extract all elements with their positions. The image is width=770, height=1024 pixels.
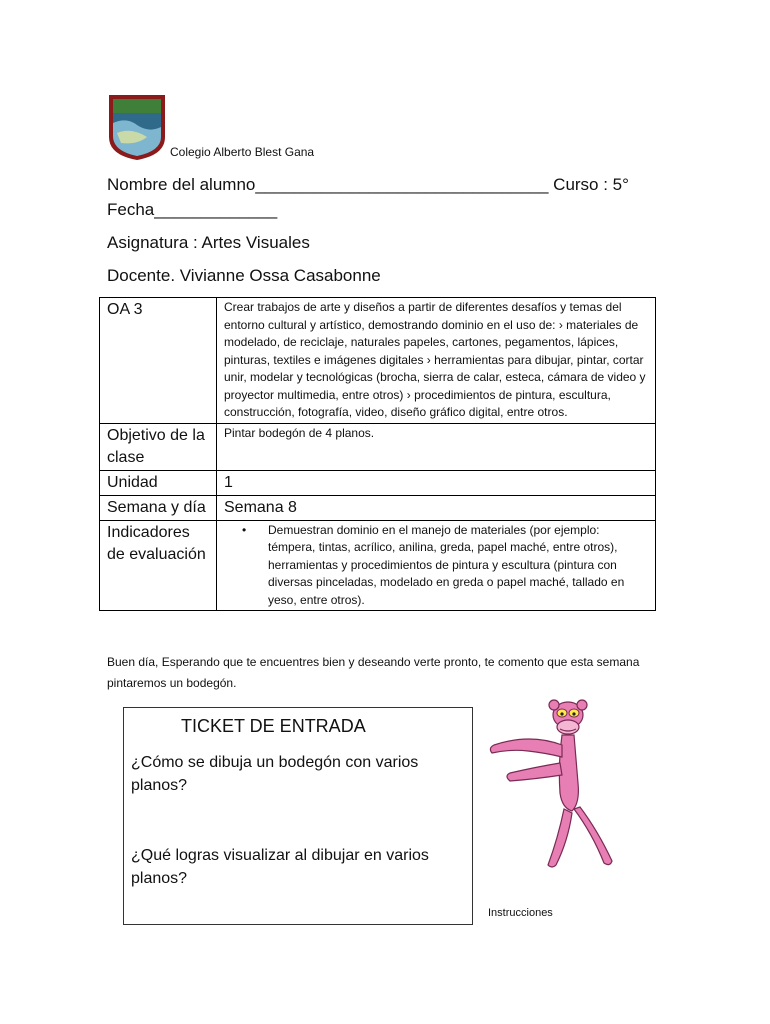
table-row bbox=[100, 298, 656, 424]
row-value: 1 bbox=[217, 470, 656, 495]
row-value: Semana 8 bbox=[217, 495, 656, 520]
row-label: Unidad bbox=[100, 470, 217, 495]
school-logo bbox=[107, 93, 167, 161]
row-value-cell bbox=[217, 520, 656, 611]
student-name-line: Nombre del alumno_______________________________ Curso : 5° bbox=[107, 175, 629, 194]
intro-paragraph: Buen día, Esperando que te encuentres bien y deseando verte pronto, te comento que esta semana pintaremos un bodegón. bbox=[107, 655, 640, 690]
table-row bbox=[100, 495, 656, 520]
subject-line: Asignatura : Artes Visuales bbox=[107, 233, 310, 252]
teacher-line: Docente. Vivianne Ossa Casabonne bbox=[107, 266, 381, 285]
objectives-table bbox=[99, 297, 656, 611]
row-value: Crear trabajos de arte y diseños a partir de diferentes desafíos y temas del entorno cultural y artístico, demostrando dominio en el uso de: › materiales de modelado, de reciclaje, naturales papeles, cartones, pegamentos, lápices, pinturas, textiles e imágenes digitales › herramientas para dibujar, pintar, cortar unir, modelar y tecnológicas (brocha, sierra de calar, esteca, cámara de video y proyector multimedia, entre otros) › procedimientos de pintura, escultura, construcción, fotografía, video, diseño gráfico digital, entre otros. bbox=[217, 298, 656, 424]
row-label: OA 3 bbox=[100, 298, 217, 424]
row-label: Objetivo de la clase bbox=[100, 423, 217, 470]
table-row bbox=[100, 470, 656, 495]
row-label: Indicadores de evaluación bbox=[100, 520, 217, 611]
ticket-question-1: ¿Cómo se dibuja un bodegón con varios planos? bbox=[131, 754, 419, 794]
ticket-title: TICKET DE ENTRADA bbox=[181, 716, 366, 736]
row-label: Semana y día bbox=[100, 495, 217, 520]
bullet-text: Demuestran dominio en el manejo de materiales (por ejemplo: témpera, tintas, acrílico, anilina, greda, papel maché, entre otros), herramientas y procedimientos de pintura y escultura (pintura con diversas pinceladas, modelado en greda o papel maché, tallado en yeso, entre otros). bbox=[268, 522, 625, 607]
table-row bbox=[100, 520, 656, 611]
ticket-question-2: ¿Qué logras visualizar al dibujar en varios planos? bbox=[131, 847, 429, 887]
row-value: Pintar bodegón de 4 planos. bbox=[217, 423, 656, 470]
date-line: Fecha_____________ bbox=[107, 200, 278, 219]
bullet-icon: • bbox=[242, 522, 247, 537]
bullet-item bbox=[224, 522, 648, 610]
pink-panther-image bbox=[480, 693, 640, 873]
table-row bbox=[100, 423, 656, 470]
entry-ticket-box bbox=[123, 707, 473, 925]
instructions-label: Instrucciones bbox=[488, 907, 553, 919]
school-name: Colegio Alberto Blest Gana bbox=[170, 145, 315, 159]
